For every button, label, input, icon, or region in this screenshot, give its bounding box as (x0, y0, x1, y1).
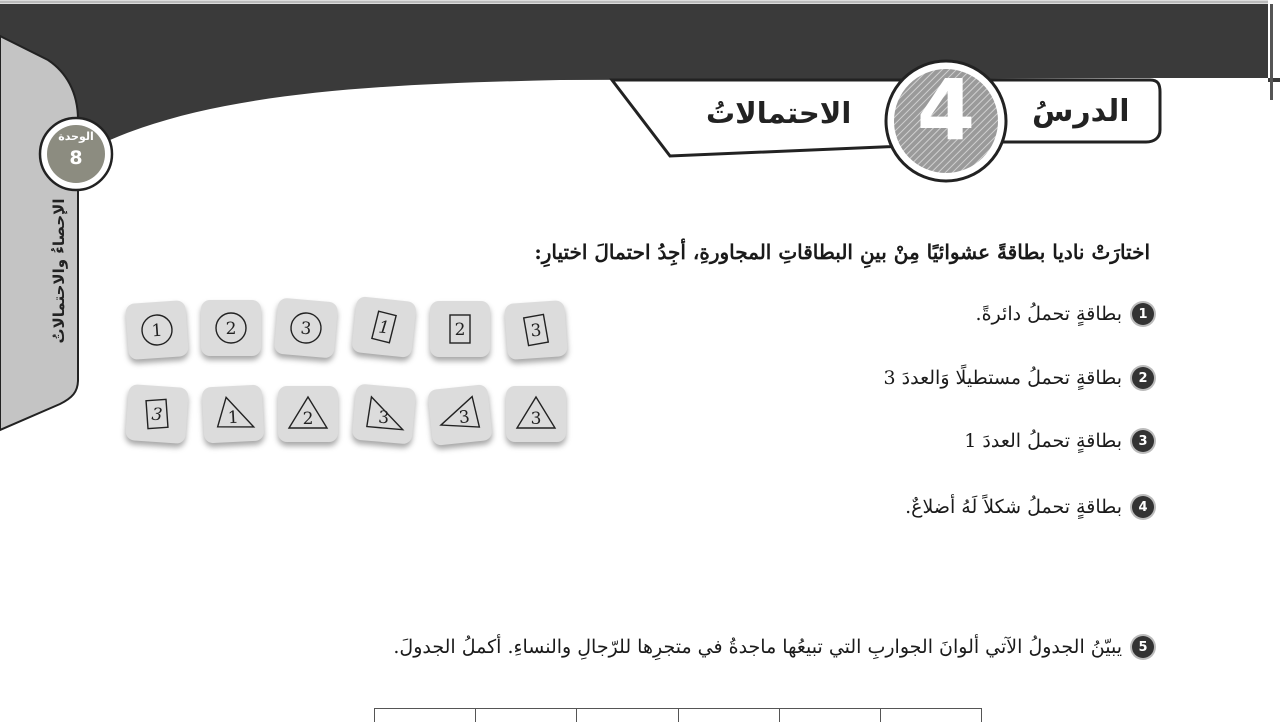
card-triangle-5 (506, 386, 566, 442)
table-cell (880, 709, 981, 722)
card-circle-2 (201, 300, 261, 356)
card-rectangle-3 (504, 300, 568, 360)
card-label: 3 (530, 409, 542, 429)
card-label: 3 (529, 320, 543, 342)
question-number-badge: 5 (1132, 636, 1154, 658)
table-cell (576, 709, 677, 722)
question-text: بطاقةٍ تحملُ مستطيلًا وَالعددَ 3 (883, 367, 1122, 389)
question-number-badge: 1 (1132, 303, 1154, 325)
unit-label: الوحدة (58, 130, 94, 143)
question-3 (964, 430, 1154, 452)
question-number-badge: 4 (1132, 496, 1154, 518)
card-triangle-1 (202, 384, 265, 443)
question-text: بطاقةٍ تحملُ العددَ 1 (964, 430, 1122, 452)
exercise-intro: اختارَتْ ناديا بطاقةً عشوائيًا مِنْ بينِ البطاقاتِ المجاورةِ، أجِدُ احتمالَ اختيارِ: (534, 240, 1150, 264)
table-cell (678, 709, 779, 722)
card-label: 3 (150, 404, 164, 426)
card-label: 3 (377, 407, 390, 429)
question-2 (884, 367, 1154, 389)
card-rectangle-4 (125, 384, 189, 444)
table-cell (475, 709, 576, 722)
card-triangle-4 (427, 384, 493, 446)
card-rectangle-2 (430, 301, 490, 357)
card-triangle-3 (352, 383, 417, 444)
card-label: 3 (299, 318, 313, 340)
lesson-label: الدرسُ (1032, 94, 1130, 129)
question-text: يبيّنُ الجدولُ الآتي ألوانَ الجواربِ التي تبيعُها ماجدةُ في متجرِها للرّجالِ والنساءِ. أكملُ الجدولَ. (393, 636, 1122, 658)
lesson-number: 4 (916, 61, 976, 159)
card-label: 2 (302, 409, 314, 429)
question-text: بطاقةٍ تحملُ دائرةً. (975, 303, 1122, 325)
card-label: 2 (454, 320, 466, 340)
card-label: 1 (227, 407, 240, 429)
card-label: 3 (457, 407, 471, 429)
lesson-title: الاحتمالاتُ (706, 96, 852, 130)
card-circle-1 (125, 300, 189, 360)
table-cell (779, 709, 880, 722)
unit-number: 8 (69, 147, 83, 169)
card-label: 2 (225, 319, 237, 339)
question-number-badge: 3 (1132, 430, 1154, 452)
card-triangle-2 (278, 386, 338, 442)
unit-title: الإحصاءُ والاحتمالاتُ (50, 198, 68, 344)
card-circle-3 (274, 297, 339, 358)
question-text: بطاقةٍ تحملُ شكلاً لَهُ أضلاعٌ. (905, 496, 1122, 518)
card-rectangle-1 (351, 296, 417, 358)
card-label: 1 (377, 317, 391, 339)
question-5 (393, 636, 1154, 658)
card-label: 1 (150, 320, 164, 342)
question-4 (905, 496, 1154, 518)
question-number-badge: 2 (1132, 367, 1154, 389)
question-1 (976, 303, 1154, 325)
table-cell (375, 709, 475, 722)
